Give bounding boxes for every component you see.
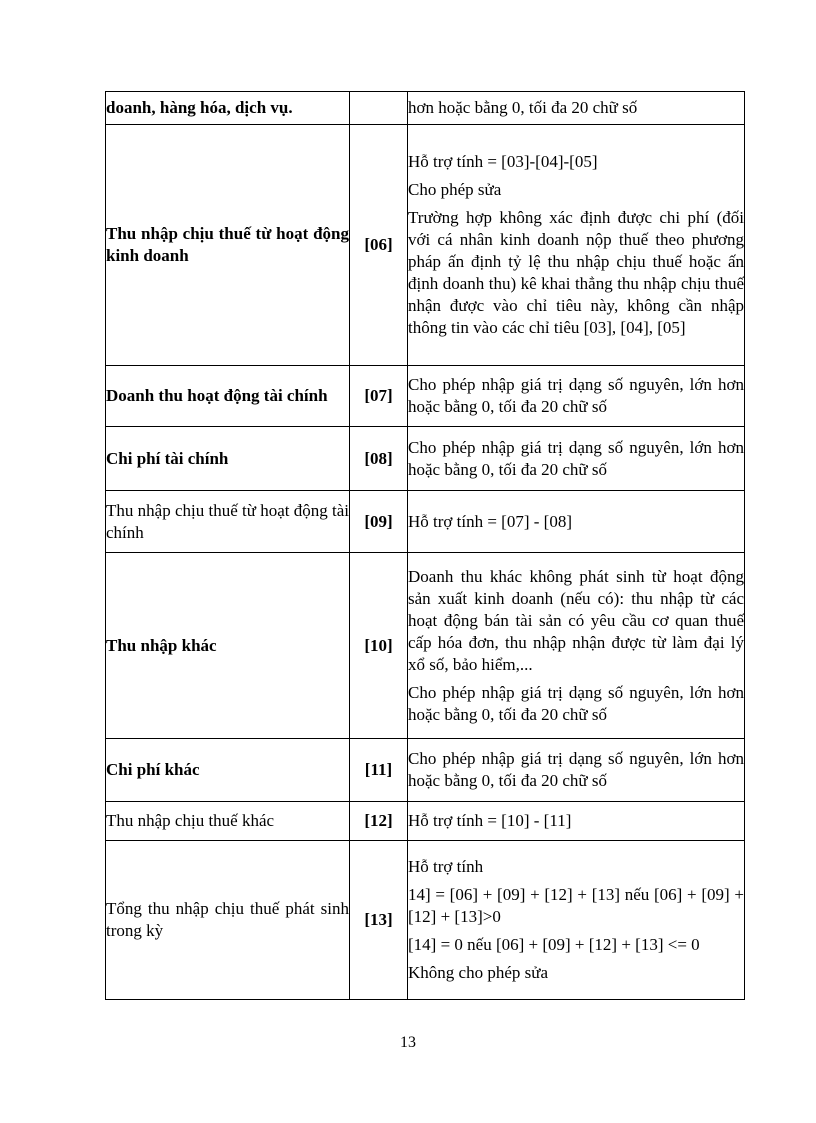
table-row [106, 802, 745, 841]
description-line: Không cho phép sửa [408, 963, 548, 982]
description-line: hơn hoặc bằng 0, tối đa 20 chữ số [408, 98, 638, 117]
description-line: Cho phép nhập giá trị dạng số nguyên, lớn hơn hoặc bằng 0, tối đa 20 chữ số [408, 375, 744, 416]
indicator-description [408, 491, 745, 553]
description-line: Cho phép nhập giá trị dạng số nguyên, lớn hơn hoặc bằng 0, tối đa 20 chữ số [408, 682, 744, 724]
description-line: Hỗ trợ tính = [10] - [11] [408, 811, 572, 830]
table-row [106, 427, 745, 491]
table-row [106, 491, 745, 553]
indicator-name: Thu nhập chịu thuế từ hoạt động tài chính [106, 491, 350, 553]
indicator-code: [13] [350, 841, 408, 1000]
indicator-description [408, 739, 745, 802]
indicator-code: [07] [350, 366, 408, 427]
description-line: Hỗ trợ tính = [03]-[04]-[05] [408, 152, 598, 171]
description-line: [14] = 0 nếu [06] + [09] + [12] + [13] <= 0 [408, 935, 700, 954]
description-line: Cho phép sửa [408, 180, 502, 199]
table-row [106, 841, 745, 1000]
indicator-name: Thu nhập chịu thuế từ hoạt động kinh doanh [106, 125, 350, 366]
indicator-description [408, 553, 745, 739]
indicator-code: [06] [350, 125, 408, 366]
indicator-name: Thu nhập chịu thuế khác [106, 802, 350, 841]
indicator-name: doanh, hàng hóa, dịch vụ. [106, 92, 350, 125]
page-number: 13 [400, 1034, 416, 1051]
indicator-description [408, 802, 745, 841]
description-line: Cho phép nhập giá trị dạng số nguyên, lớn hơn hoặc bằng 0, tối đa 20 chữ số [408, 437, 744, 479]
indicator-description [408, 427, 745, 491]
indicator-table [105, 91, 745, 1000]
indicator-name: Chi phí tài chính [106, 427, 350, 491]
table-row [106, 92, 745, 125]
indicator-code: [11] [350, 739, 408, 802]
table-row [106, 553, 745, 739]
indicator-name: Chi phí khác [106, 739, 350, 802]
indicator-name: Thu nhập khác [106, 553, 350, 739]
indicator-name: Doanh thu hoạt động tài chính [106, 366, 350, 427]
indicator-description [408, 125, 745, 366]
description-line: Hỗ trợ tính [408, 857, 484, 876]
table-row [106, 125, 745, 366]
description-line: Trường hợp không xác định được chi phí (đối với cá nhân kinh doanh nộp thuế theo phương pháp ấn định tỷ lệ thu nhập chịu thuế hoặc ấn định doanh thu) kê khai thẳng thu nhập chịu thuế nhận được vào chỉ tiêu này, không cần nhập thông tin vào các chỉ tiêu [03], [04], [05] [408, 208, 744, 337]
description-line: Doanh thu khác không phát sinh từ hoạt động sản xuất kinh doanh (nếu có): thu nhập từ các hoạt động bán tài sản có yêu cầu cơ quan thuế cấp hóa đơn, thu nhập nhận được từ làm đại lý xổ số, bảo hiểm,... [408, 566, 744, 674]
indicator-code: [10] [350, 553, 408, 739]
table-row [106, 366, 745, 427]
indicator-description [408, 92, 745, 125]
table-row [106, 739, 745, 802]
indicator-code: [09] [350, 491, 408, 553]
description-line: Cho phép nhập giá trị dạng số nguyên, lớn hơn hoặc bằng 0, tối đa 20 chữ số [408, 749, 744, 790]
description-line: 14] = [06] + [09] + [12] + [13] nếu [06] + [09] + [12] + [13]>0 [408, 885, 744, 926]
description-line: Hỗ trợ tính = [07] - [08] [408, 511, 572, 531]
indicator-description [408, 841, 745, 1000]
indicator-code: [08] [350, 427, 408, 491]
indicator-name: Tổng thu nhập chịu thuế phát sinh trong kỳ [106, 841, 350, 1000]
indicator-description [408, 366, 745, 427]
indicator-code [350, 92, 408, 125]
indicator-code: [12] [350, 802, 408, 841]
